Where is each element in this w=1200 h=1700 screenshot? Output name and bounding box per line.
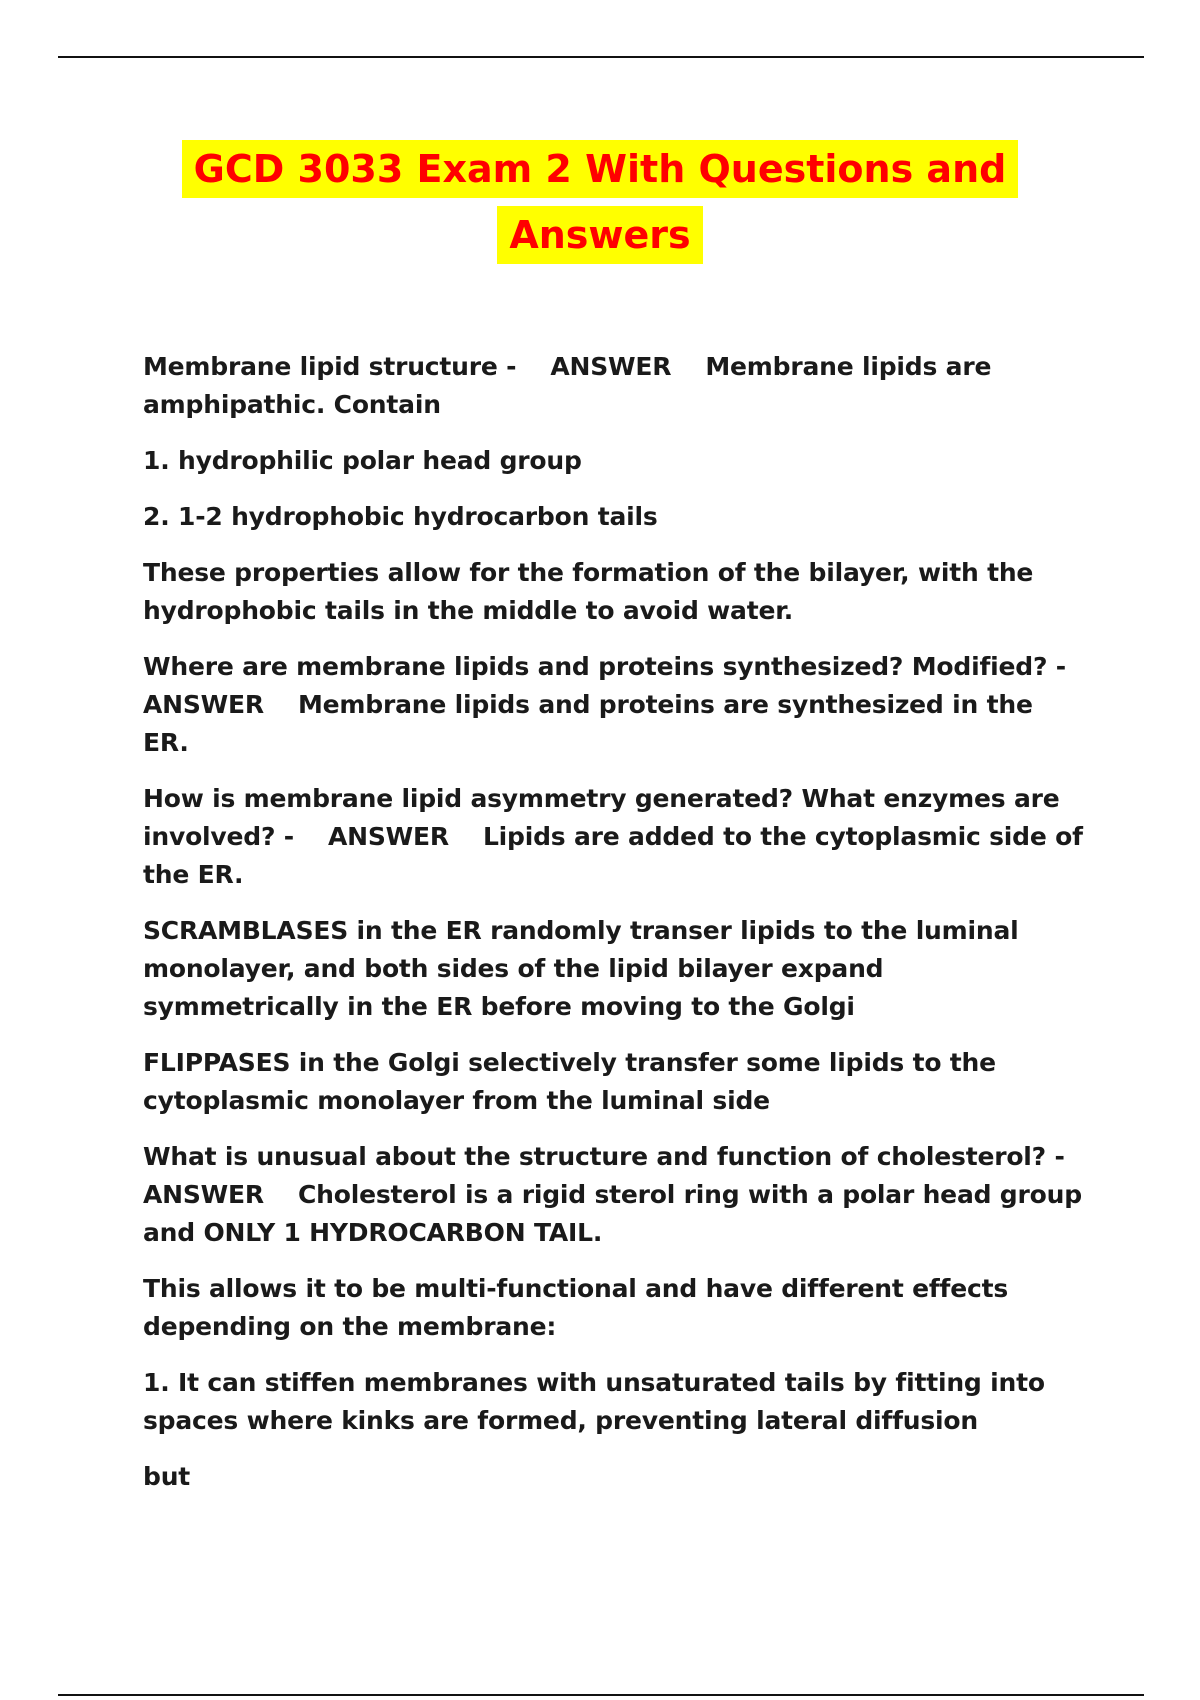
paragraph: FLIPPASES in the Golgi selectively transfer some lipids to the cytoplasmic monolayer from the luminal side — [143, 1048, 1005, 1115]
paragraph: but — [143, 1462, 191, 1491]
paragraph: How is membrane lipid asymmetry generated? What enzymes are involved? - ANSWER Lipids are added to the cytoplasmic side of the ER. — [143, 784, 1092, 889]
document-title — [0, 140, 1200, 264]
paragraph: Where are membrane lipids and proteins synthesized? Modified? - ANSWER Membrane lipids and proteins are synthesized in the ER. — [143, 652, 1075, 757]
paragraph: 1. hydrophilic polar head group — [143, 446, 582, 475]
title-line-2: Answers — [497, 206, 702, 264]
top-rule — [58, 56, 1144, 58]
paragraph: These properties allow for the formation of the bilayer, with the hydrophobic tails in the middle to avoid water. — [143, 558, 1042, 625]
title-line-1: GCD 3033 Exam 2 With Questions and — [182, 140, 1019, 198]
paragraph: What is unusual about the structure and function of cholesterol? - ANSWER Cholesterol is a rigid sterol ring with a polar head group and ONLY 1 HYDROCARBON TAIL. — [143, 1142, 1091, 1247]
paragraph: 1. It can stiffen membranes with unsaturated tails by fitting into spaces where kinks are formed, preventing lateral diffusion — [143, 1368, 1054, 1435]
paragraph: 2. 1-2 hydrophobic hydrocarbon tails — [143, 502, 658, 531]
paragraph: Membrane lipid structure - ANSWER Membrane lipids are amphipathic. Contain — [143, 352, 1000, 419]
bottom-rule — [58, 1694, 1144, 1696]
document-body — [143, 348, 1092, 1514]
paragraph: SCRAMBLASES in the ER randomly transer lipids to the luminal monolayer, and both sides of the lipid bilayer expand symmetrically in the ER before moving to the Golgi — [143, 916, 1028, 1021]
paragraph: This allows it to be multi-functional and have different effects depending on the membrane: — [143, 1274, 1017, 1341]
